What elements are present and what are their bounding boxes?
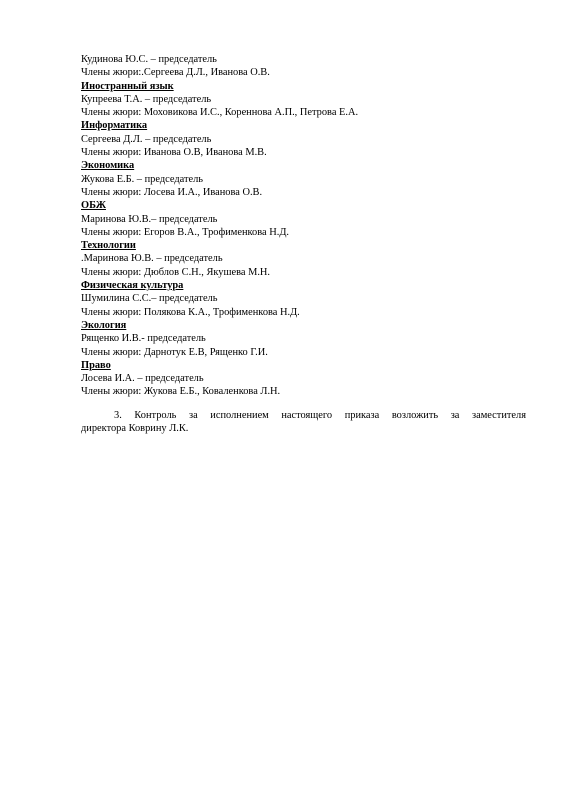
section-heading-law: Право [81, 359, 111, 371]
paragraph-line-2: директора Коврину Л.К. [81, 423, 189, 435]
section-heading-technology: Технологии [81, 240, 136, 252]
members-line: Члены жюри: Иванова О.В, Иванова М.В. [81, 147, 267, 159]
paragraph-line-1: 3. Контроль за исполнением настоящего приказа возложить за заместителя [114, 410, 526, 421]
members-line: Члены жюри:.Сергеева Д.Л., Иванова О.В. [81, 67, 270, 79]
members-line: Члены жюри: Жукова Е.Б., Коваленкова Л.Н. [81, 386, 281, 398]
chair-line: Маринова Ю.В.– председатель [81, 213, 218, 225]
section-heading-physical-culture: Физическая культура [81, 280, 184, 292]
section-heading-obzh: ОБЖ [81, 200, 106, 212]
members-line: Члены жюри: Лосева И.А., Иванова О.В. [81, 186, 263, 198]
chair-line: Шумилина С.С.– председатель [81, 293, 218, 305]
chair-line: .Маринова Ю.В. – председатель [81, 253, 223, 265]
chair-line: Лосева И.А. – председатель [81, 373, 204, 385]
chair-line: Рященко И.В.- председатель [81, 333, 206, 345]
control-paragraph [81, 409, 526, 436]
chair-line: Купреева Т.А. – председатель [81, 93, 212, 105]
jury-list [81, 53, 527, 399]
section-heading-foreign-language: Иностранный язык [81, 80, 174, 92]
members-line: Члены жюри: Дюблов С.Н., Якушева М.Н. [81, 266, 271, 278]
section-heading-informatics: Информатика [81, 120, 148, 132]
members-line: Члены жюри: Дарнотук Е.В, Рященко Г.И. [81, 346, 268, 358]
section-heading-ecology: Экология [81, 319, 127, 331]
chair-line: Кудинова Ю.С. – председатель [81, 54, 217, 65]
chair-line: Жукова Е.Б. – председатель [81, 173, 204, 185]
members-line: Члены жюри: Моховикова И.С., Кореннова А.П., Петрова Е.А. [81, 107, 359, 119]
chair-line: Сергеева Д.Л. – председатель [81, 133, 212, 145]
members-line: Члены жюри: Полякова К.А., Трофименкова Н.Д. [81, 306, 300, 318]
section-heading-economics: Экономика [81, 160, 135, 172]
members-line: Члены жюри: Егоров В.А., Трофименкова Н.Д. [81, 226, 289, 238]
